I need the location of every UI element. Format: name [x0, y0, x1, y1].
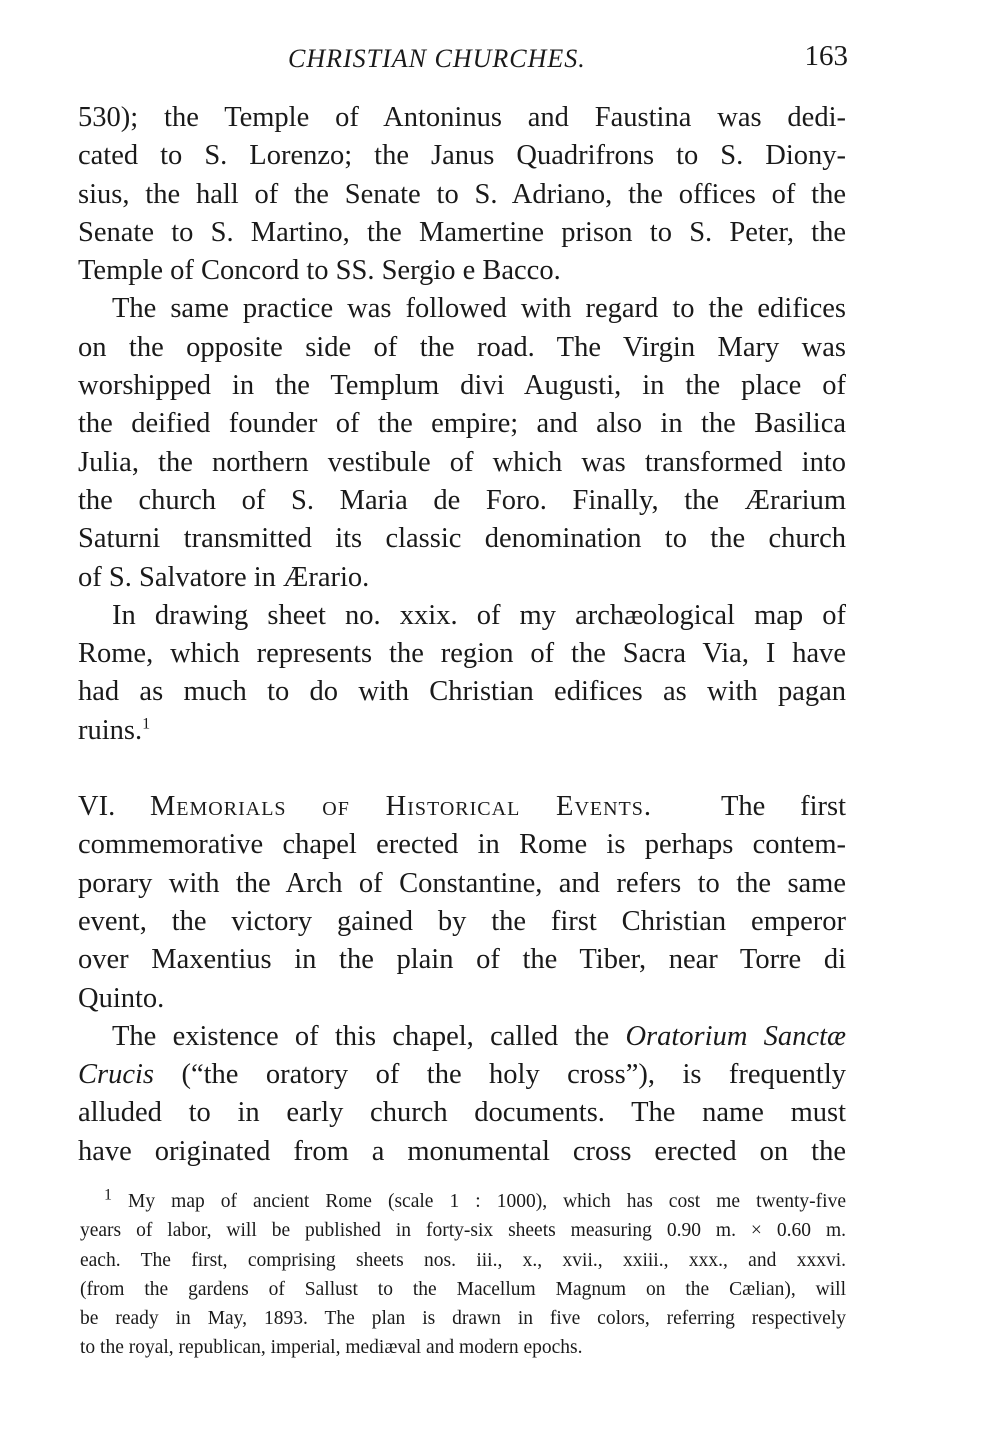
footnote-reference: 1 [142, 715, 151, 733]
text-line: Rome, which represents the region of the Sacra Via, I have [78, 638, 846, 670]
text-line: alluded to in early church documents. The name must [78, 1097, 846, 1129]
text-span: ruins. [78, 714, 143, 746]
text-line: The same practice was followed with regard to the edifices [112, 293, 846, 325]
page-header [78, 40, 848, 84]
text-line: had as much to do with Christian edifices as with pagan [78, 676, 846, 708]
text-line: the church of S. Maria de Foro. Finally, the Ærarium [78, 484, 846, 516]
text-span: My map of ancient Rome (scale 1 : 1000), which has cost me twenty-five [128, 1191, 846, 1212]
italic-term: Crucis [78, 1059, 155, 1091]
text-span: The first [721, 791, 846, 823]
footnote [80, 1187, 846, 1363]
footnote-line: be ready in May, 1893. The plan is drawn in five colors, referring respectively [80, 1308, 846, 1330]
section-number: VI. [78, 791, 116, 823]
text-line: Saturni transmitted its classic denomination to the church [78, 523, 846, 555]
section-heading-line [78, 788, 846, 826]
text-line: of S. Salvatore in Ærario. [78, 561, 370, 593]
text-line: porary with the Arch of Constantine, and refers to the same [78, 867, 846, 899]
footnote-line: years of labor, will be published in forty-six sheets measuring 0.90 m. × 0.60 m. [80, 1220, 846, 1242]
footnote-line: each. The first, comprising sheets nos. iii., x., xvii., xxiii., xxx., and xxxvi. [80, 1249, 846, 1271]
paragraph-2 [78, 290, 846, 596]
text-line: Quinto. [78, 982, 165, 1014]
text-line [78, 1056, 846, 1094]
footnote-line [80, 1187, 846, 1216]
italic-term: Oratorium Sanctæ [625, 1020, 846, 1052]
paragraph-4 [78, 788, 846, 1018]
text-span: (“the oratory of the holy cross”), is frequently [181, 1059, 847, 1091]
text-line: Julia, the northern vestibule of which was transformed into [78, 446, 846, 478]
page-number: 163 [804, 40, 848, 72]
running-title: CHRISTIAN CHURCHES. [288, 44, 586, 73]
main-text [78, 99, 846, 1171]
text-line: worshipped in the Templum divi Augusti, in the place of [78, 370, 846, 402]
text-line: Temple of Concord to SS. Sergio e Bacco. [78, 255, 561, 287]
text-line: on the opposite side of the road. The Virgin Mary was [78, 331, 846, 363]
paragraph-5 [78, 1018, 846, 1171]
text-line [78, 712, 846, 750]
text-line: event, the victory gained by the first Christian emperor [78, 905, 846, 937]
text-line: In drawing sheet no. xxix. of my archæological map of [112, 599, 846, 631]
text-line [78, 1018, 846, 1056]
paragraph-1 [78, 99, 846, 290]
paragraph-3 [78, 597, 846, 750]
text-span: The existence of this chapel, called the [112, 1020, 610, 1052]
text-line: have originated from a monumental cross erected on the [78, 1135, 846, 1167]
text-line: 530); the Temple of Antoninus and Faustina was dedi- [78, 102, 846, 133]
footnote-line: to the royal, republican, imperial, mediæval and modern epochs. [80, 1337, 583, 1359]
text-line: Senate to S. Martino, the Mamertine prison to S. Peter, the [78, 216, 846, 248]
text-line: over Maxentius in the plain of the Tiber, near Torre di [78, 944, 846, 976]
text-line: commemorative chapel erected in Rome is perhaps contem- [78, 829, 846, 861]
text-line: cated to S. Lorenzo; the Janus Quadrifrons to S. Diony- [78, 140, 846, 172]
text-line: sius, the hall of the Senate to S. Adriano, the offices of the [78, 178, 846, 210]
footnote-line: (from the gardens of Sallust to the Macellum Magnum on the Cælian), will [80, 1278, 846, 1300]
footnote-marker: 1 [104, 1186, 112, 1204]
section-gap [78, 750, 846, 788]
text-line: the deified founder of the empire; and also in the Basilica [78, 408, 846, 440]
section-heading: Memorials of Historical Events. [149, 791, 653, 823]
